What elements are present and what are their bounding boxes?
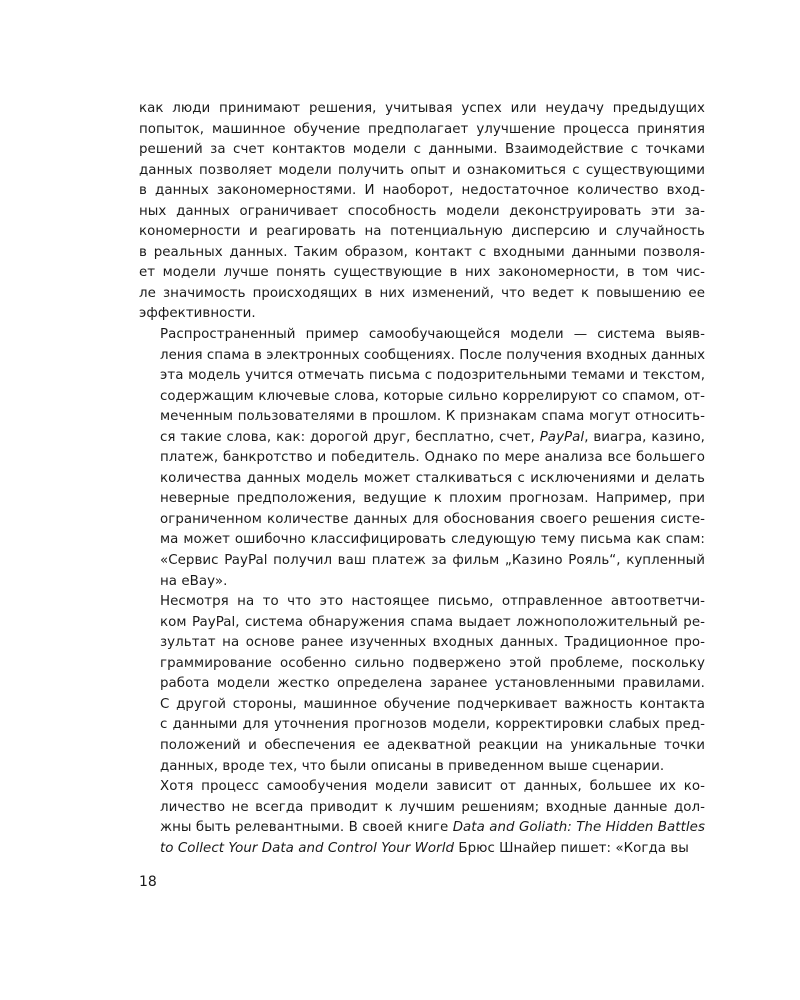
text-line [139, 140, 705, 161]
text-run: эффективности. [139, 306, 256, 322]
text-run: Хотя процесс самообучения модели зависит от данных, большее их ко- [160, 779, 705, 795]
text-line [139, 202, 705, 223]
text-line [139, 674, 705, 695]
text-run: «Сервис PayPal получил ваш платеж за фильм „Казино Рояль“, купленный [160, 553, 705, 569]
text-line [139, 551, 705, 572]
text-line [139, 818, 705, 839]
text-run: , виагра, казино, [584, 429, 705, 445]
text-run: ных данных ограничивает способность модели деконструировать эти за- [139, 203, 705, 219]
text-line [139, 489, 705, 510]
text-line [139, 572, 705, 593]
text-run: на eBay». [160, 573, 228, 589]
paragraph [139, 777, 705, 859]
text-line [139, 530, 705, 551]
text-line [139, 757, 705, 778]
text-line [139, 428, 705, 449]
text-line [139, 304, 705, 325]
text-line [139, 120, 705, 141]
text-run: С другой стороны, машинное обучение подчеркивает важность контакта [160, 696, 705, 712]
text-run: жны быть релевантными. В своей книге [160, 820, 453, 836]
text-run: ет модели лучше понять существующие в них закономерности, в том чис- [139, 265, 705, 281]
paragraph [139, 325, 705, 592]
text-line [139, 592, 705, 613]
text-line [139, 346, 705, 367]
text-line [139, 510, 705, 531]
text-run: граммирование особенно сильно подвержено этой проблеме, поскольку [160, 655, 705, 671]
text-run: работа модели жестко определена заранее установленными правилами. [160, 676, 705, 692]
text-run: платеж, банкротство и победитель. Однако по мере анализа все большего [160, 450, 705, 466]
text-run: ком PayPal, система обнаружения спама выдает ложноположительный ре- [160, 614, 705, 630]
text-run: личество не всегда приводит к лучшим решениям; входные данные дол- [160, 799, 705, 815]
text-line [139, 284, 705, 305]
text-run: Брюс Шнайер пишет: «Когда вы [454, 840, 689, 856]
text-line [139, 387, 705, 408]
text-run: ле значимость происходящих в них изменений, что ведет к повышению ее [139, 285, 705, 301]
text-line [139, 633, 705, 654]
text-line [139, 777, 705, 798]
text-run: Несмотря на то что это настоящее письмо, отправленное автоответчи- [160, 594, 705, 610]
text-line [139, 325, 705, 346]
text-run: зультат на основе ранее изученных входных данных. Традиционное про- [160, 635, 705, 651]
page-number: 18 [139, 874, 157, 890]
italic-text: to Collect Your Data and Control Your World [160, 840, 455, 856]
text-line [139, 736, 705, 757]
text-line [139, 366, 705, 387]
text-run: содержащим ключевые слова, которые сильно коррелируют со спамом, от- [160, 388, 705, 404]
text-run: данных, вроде тех, что были описаны в приведенном выше сценарии. [160, 758, 665, 774]
paragraph [139, 592, 705, 777]
text-line [139, 839, 705, 860]
text-line [139, 222, 705, 243]
text-line [139, 695, 705, 716]
text-line [139, 715, 705, 736]
text-run: положений и обеспечения ее адекватной реакции на уникальные точки [160, 737, 705, 753]
text-line [139, 181, 705, 202]
text-run: в данных закономерностями. И наоборот, недостаточное количество вход- [139, 183, 705, 199]
text-run: попыток, машинное обучение предполагает улучшение процесса принятия [139, 121, 705, 137]
body-text [139, 99, 705, 859]
text-run: данных позволяет модели получить опыт и ознакомиться с существующими [139, 162, 705, 178]
text-line [139, 448, 705, 469]
text-run: неверные предположения, ведущие к плохим прогнозам. Например, при [160, 491, 705, 507]
text-line [139, 407, 705, 428]
italic-text: PayPal [539, 429, 585, 445]
text-run: эта модель учится отмечать письма с подозрительными темами и текстом, [160, 368, 705, 384]
text-run: ления спама в электронных сообщениях. После получения входных данных [160, 347, 706, 363]
text-run: Распространенный пример самообучающейся модели — система выяв- [160, 327, 705, 343]
text-run: ограниченном количестве данных для обоснования своего решения систе- [160, 511, 705, 527]
text-line [139, 613, 705, 634]
text-run: решений за счет контактов модели с данными. Взаимодействие с точками [139, 142, 705, 158]
text-line [139, 243, 705, 264]
italic-text: Data and Goliath: The Hidden Battles [452, 820, 705, 836]
text-run: в реальных данных. Таким образом, контакт с входными данными позволя- [139, 244, 705, 260]
text-line [139, 469, 705, 490]
text-line [139, 263, 705, 284]
text-run: ма может ошибочно классифицировать следующую тему письма как спам: [160, 532, 705, 548]
text-line [139, 99, 705, 120]
text-run: как люди принимают решения, учитывая успех или неудачу предыдущих [139, 101, 705, 116]
text-line [139, 654, 705, 675]
text-run: ся такие слова, как: дорогой друг, бесплатно, счет, [160, 429, 540, 445]
text-line [139, 798, 705, 819]
text-run: кономерности и реагировать на потенциальную дисперсию и случайность [139, 224, 705, 240]
text-run: количества данных модель может сталкиваться с исключениями и делать [160, 470, 705, 486]
text-line [139, 161, 705, 182]
text-run: меченным пользователями в прошлом. К признакам спама могут относить- [160, 409, 705, 425]
paragraph [139, 99, 705, 325]
text-run: с данными для уточнения прогнозов модели, корректировки слабых пред- [160, 717, 705, 733]
